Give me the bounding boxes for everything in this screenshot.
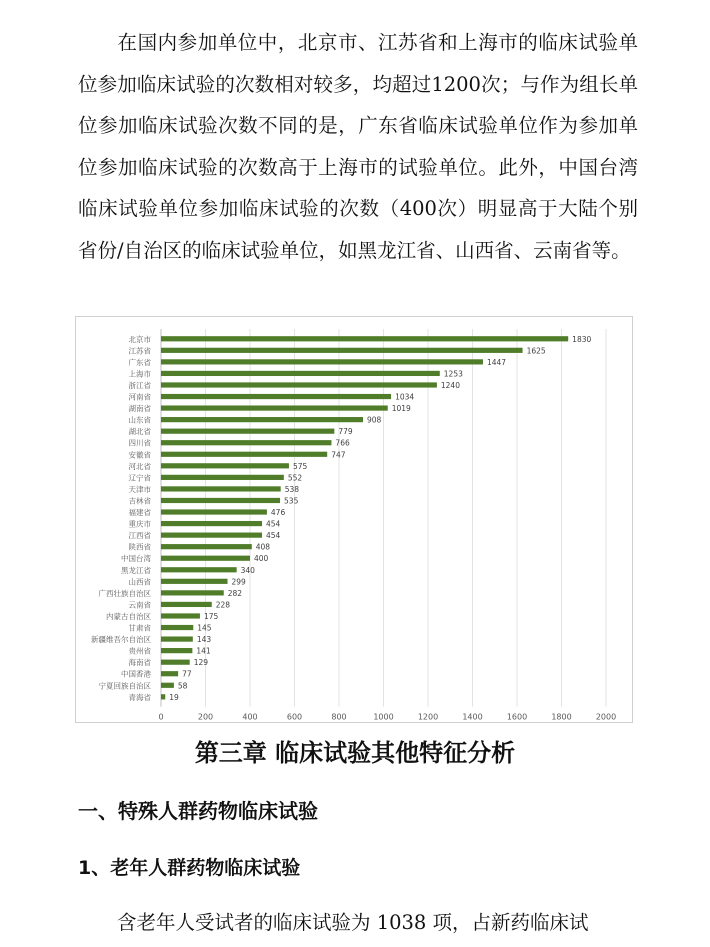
x-tick-label: 1600 (506, 712, 528, 722)
bar (161, 452, 327, 457)
x-tick-label: 800 (331, 712, 347, 722)
category-label: 青海省 (128, 692, 151, 702)
data-label: 747 (331, 450, 346, 460)
bar (161, 602, 212, 607)
category-label: 内蒙古自治区 (106, 611, 151, 621)
category-label: 四川省 (128, 438, 151, 448)
bar (161, 417, 363, 422)
bar (161, 348, 523, 353)
data-label: 228 (215, 600, 231, 610)
body-paragraph-1-text: 在国内参加单位中，北京市、江苏省和上海市的临床试验单位参加临床试验的次数相对较多，均超过1200次；与作为组长单位参加临床试验次数不同的是，广东省临床试验单位作为参加单位参加临床试验的次数高于上海市的试验单位。此外，中国台湾临床试验单位参加临床试验的次数（400次）明显高于大陆个别省份/自治区的临床试验单位，如黑龙江省、山西省、云南省等。 (78, 31, 638, 262)
category-label: 天津市 (128, 484, 151, 494)
bar (161, 683, 174, 688)
category-label: 上海市 (128, 369, 151, 379)
bar (161, 429, 334, 434)
bar (161, 544, 252, 549)
bar (161, 405, 388, 410)
data-label: 400 (254, 554, 269, 564)
data-label: 77 (182, 669, 192, 679)
bar (161, 509, 267, 514)
data-label: 454 (266, 531, 281, 541)
x-tick-label: 0 (158, 712, 164, 722)
chapter-title: 第三章 临床试验其他特征分析 (194, 738, 516, 767)
category-label: 中国台湾 (121, 554, 151, 564)
data-label: 340 (240, 565, 255, 575)
data-label: 766 (335, 438, 350, 448)
body-paragraph-2-text: 含老年人受试者的临床试验为 1038 项，占新药临床试 (117, 911, 589, 934)
data-label: 282 (227, 588, 243, 598)
data-label: 1034 (395, 392, 415, 402)
data-label: 129 (193, 658, 209, 668)
data-label: 535 (284, 496, 299, 506)
x-tick-label: 1400 (462, 712, 483, 722)
x-tick-label: 400 (242, 712, 258, 722)
category-label: 中国香港 (121, 669, 151, 679)
bar (161, 371, 440, 376)
category-label: 黑龙江省 (121, 565, 151, 575)
bar-chart-svg (76, 317, 632, 722)
data-label: 141 (196, 646, 211, 656)
bar (161, 463, 289, 468)
bar (161, 382, 437, 387)
category-label: 江苏省 (128, 346, 151, 356)
bar (161, 567, 237, 572)
bar (161, 336, 568, 341)
bar (161, 590, 224, 595)
category-label: 广东省 (128, 357, 151, 367)
data-label: 1253 (443, 369, 463, 379)
data-label: 299 (231, 577, 246, 587)
x-tick-label: 1000 (373, 712, 394, 722)
data-label: 476 (270, 508, 286, 518)
subsection-title: 1、老年人群药物临床试验 (78, 857, 301, 879)
bar (161, 440, 331, 445)
bar (161, 660, 190, 665)
body-paragraph-1 (78, 22, 638, 271)
category-label: 河南省 (128, 392, 151, 402)
data-label: 454 (266, 519, 281, 529)
category-label: 云南省 (128, 600, 151, 610)
section-title: 一、特殊人群药物临床试验 (78, 799, 318, 823)
bar (161, 394, 391, 399)
data-label: 538 (284, 484, 300, 494)
data-label: 779 (338, 427, 353, 437)
data-label: 908 (367, 415, 382, 425)
data-label: 19 (169, 692, 179, 702)
category-label: 辽宁省 (128, 473, 151, 483)
category-label: 宁夏回族自治区 (98, 681, 151, 691)
category-label: 新疆维吾尔自治区 (91, 635, 151, 645)
bar (161, 533, 262, 538)
bar (161, 498, 280, 503)
category-label: 福建省 (128, 508, 151, 518)
category-label: 江西省 (128, 531, 151, 541)
bar (161, 556, 250, 561)
category-label: 重庆市 (128, 519, 151, 529)
category-label: 贵州省 (128, 646, 151, 656)
bar (161, 475, 284, 480)
bar (161, 613, 200, 618)
data-label: 552 (287, 473, 303, 483)
category-label: 广西壮族自治区 (98, 588, 151, 598)
data-label: 1625 (526, 346, 546, 356)
data-label: 408 (255, 542, 271, 552)
data-label: 1019 (391, 404, 411, 414)
bar (161, 636, 193, 641)
body-paragraph-2 (78, 902, 638, 944)
data-label: 58 (177, 681, 188, 691)
category-label: 湖北省 (128, 427, 151, 437)
x-tick-label: 1200 (417, 712, 439, 722)
category-label: 吉林省 (128, 496, 151, 506)
category-label: 海南省 (128, 658, 151, 668)
data-label: 1447 (486, 357, 507, 367)
x-tick-label: 1800 (551, 712, 572, 722)
bar (161, 625, 193, 630)
data-label: 143 (196, 635, 212, 645)
bar (161, 359, 483, 364)
x-tick-label: 200 (197, 712, 214, 722)
category-label: 浙江省 (128, 380, 151, 390)
x-tick-label: 600 (286, 712, 303, 722)
bar (161, 579, 228, 584)
data-label: 1240 (440, 380, 460, 390)
category-label: 山西省 (128, 577, 151, 587)
category-label: 安徽省 (128, 450, 151, 460)
category-label: 山东省 (128, 415, 151, 425)
category-label: 北京市 (128, 334, 151, 344)
data-label: 575 (292, 461, 308, 471)
bar (161, 671, 178, 676)
data-label: 145 (197, 623, 212, 633)
data-label: 175 (203, 611, 219, 621)
bar (161, 521, 262, 526)
category-label: 河北省 (128, 461, 151, 471)
bar (161, 648, 192, 653)
bar (161, 694, 165, 699)
data-label: 1830 (572, 334, 592, 344)
bar (161, 486, 281, 491)
category-label: 甘肃省 (128, 623, 151, 633)
category-label: 湖南省 (128, 404, 151, 414)
bar-chart (75, 316, 633, 723)
category-label: 陕西省 (128, 542, 151, 552)
x-tick-label: 2000 (595, 712, 617, 722)
